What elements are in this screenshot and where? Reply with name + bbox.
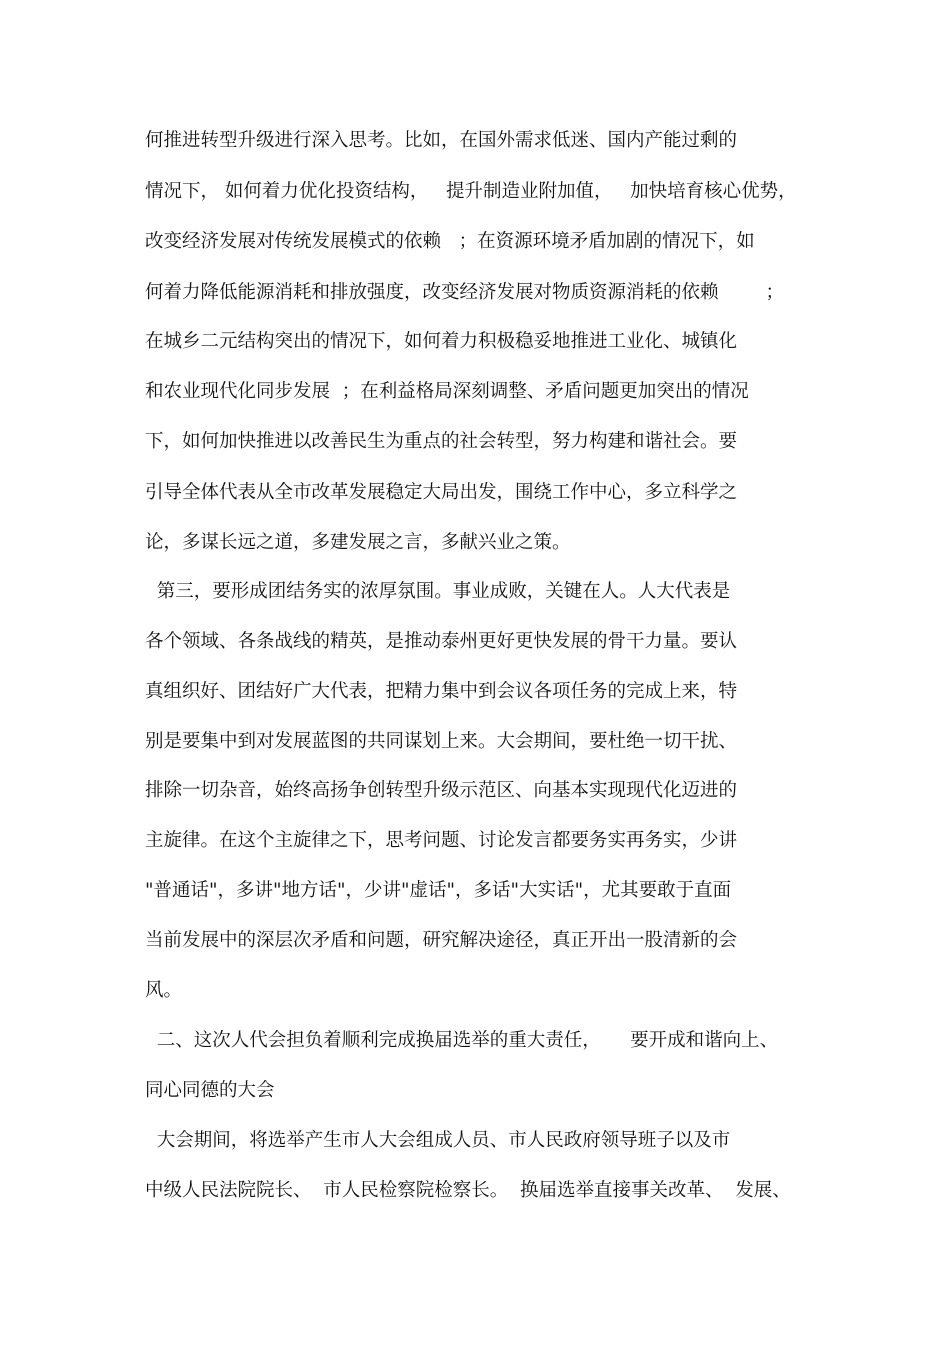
text-line: 中级人民法院院长、 市人民检察院检察长。 换届选举直接事关改革、 发展、 [145,1180,791,1201]
text-line: 第三，要形成团结务实的浓厚氛围。事业成败，关键在人。人大代表是 [145,581,731,602]
section-heading-line: 二、这次人代会担负着顺利完成换届选举的重大责任， 要开成和谐向上、 [145,1030,779,1051]
text-line: 大会期间，将选举产生市人大会组成人员、市人民政府领导班子以及市 [145,1130,731,1151]
text-line: 情况下， 如何着力优化投资结构， 提升制造业附加值， 加快培育核心优势， [145,181,797,202]
text-line: 改变经济发展对传统发展模式的依赖 ；在资源环境矛盾加剧的情况下，如 [145,231,755,252]
section-heading-line: 同心同德的大会 [145,1080,275,1101]
text-line: 何着力降低能源消耗和排放强度，改变经济发展对物质资源消耗的依赖 ； [145,282,785,303]
text-line: 真组织好、团结好广大代表，把精力集中到会议各项任务的完成上来，特 [145,681,738,702]
text-line: "普通话"，多讲"地方话"，少讲"虚话"，多话"大实话"，尤其要敢于直面 [145,880,732,901]
text-line: 下，如何加快推进以改善民生为重点的社会转型，努力构建和谐社会。要 [145,431,738,452]
text-line: 各个领域、各条战线的精英，是推动泰州更好更快发展的骨干力量。要认 [145,631,738,652]
text-line: 引导全体代表从全市改革发展稳定大局出发，围绕工作中心，多立科学之 [145,482,738,503]
text-line: 风。 [145,980,183,1001]
text-line: 别是要集中到对发展蓝图的共同谋划上来。大会期间，要杜绝一切干扰、 [145,731,738,752]
text-line: 论，多谋长远之道，多建发展之言，多献兴业之策。 [145,532,571,553]
text-line: 主旋律。在这个主旋律之下，思考问题、讨论发言都要务实再务实，少讲 [145,830,738,851]
text-line: 何推进转型升级进行深入思考。比如，在国外需求低迷、国内产能过剩的 [145,130,738,151]
text-line: 在城乡二元结构突出的情况下，如何着力积极稳妥地推进工业化、城镇化 [145,331,738,352]
text-line: 当前发展中的深层次矛盾和问题，研究解决途径，真正开出一股清新的会 [145,930,738,951]
text-line: 和农业现代化同步发展 ；在利益格局深刻调整、矛盾问题更加突出的情况 [145,381,749,402]
text-line: 排除一切杂音，始终高扬争创转型升级示范区、向基本实现现代化迈进的 [145,780,738,801]
